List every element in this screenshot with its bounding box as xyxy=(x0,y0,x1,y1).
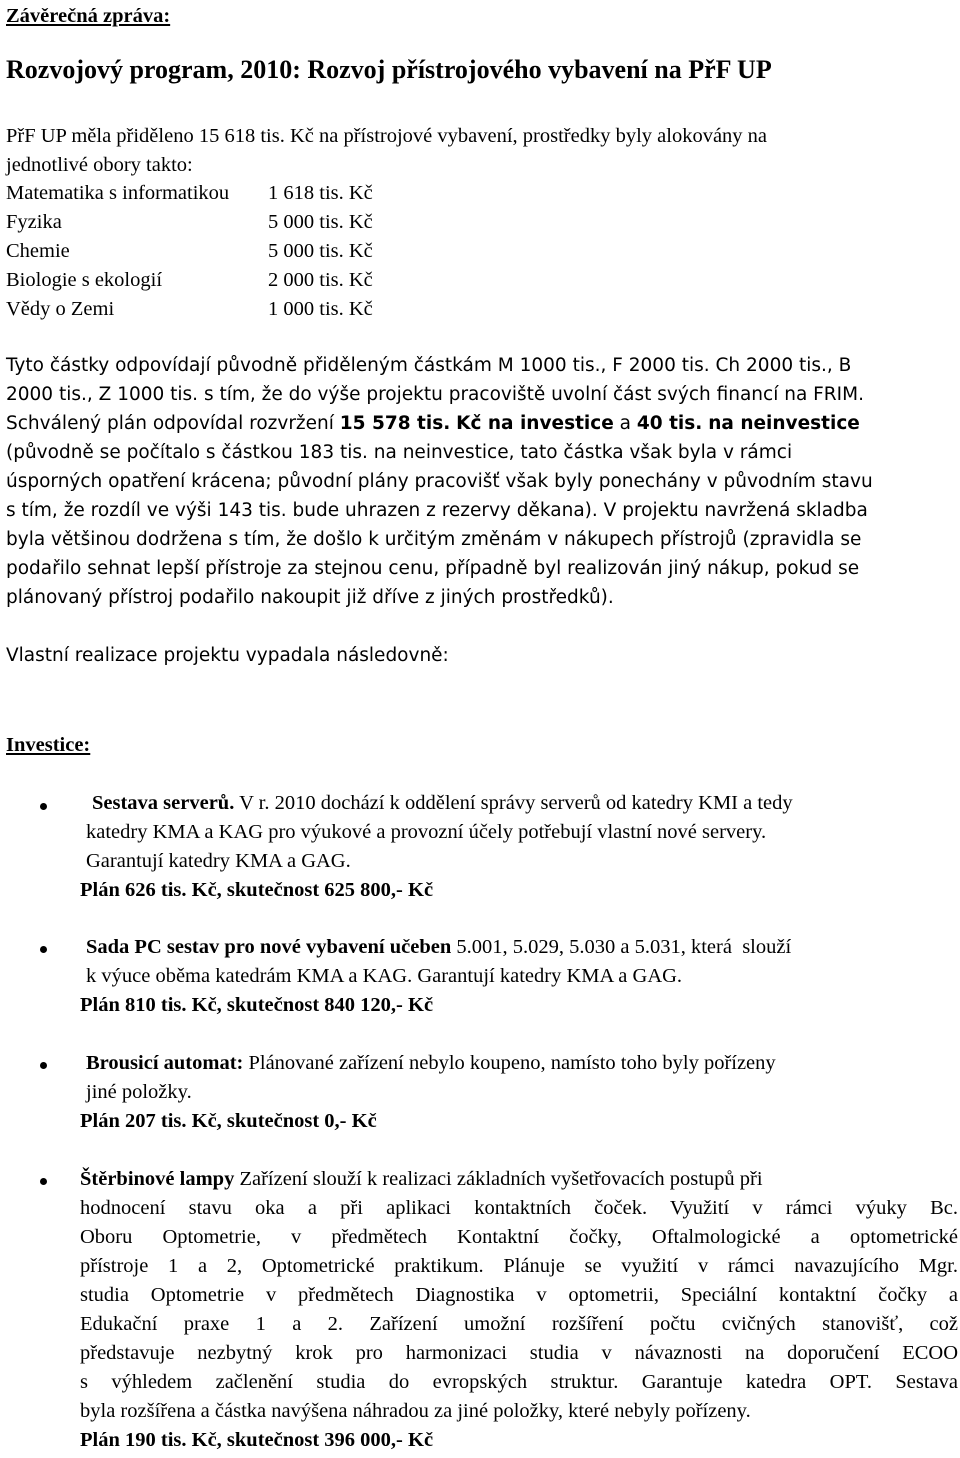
item-line: Sada PC sestav pro nové vybavení učeben 5.001, 5.029, 5.030 a 5.031, která slouží xyxy=(86,936,792,958)
para2-line: Schválený plán odpovídal rozvržení 15 578 tis. Kč na investice a 40 tis. na neinvestice xyxy=(6,413,860,434)
allocation-amount: 5 000 tis. Kč xyxy=(268,240,373,262)
item-line: katedry KMA a KAG pro výukové a provozní účely potřebují vlastní nové servery. xyxy=(86,821,767,843)
allocation-field: Matematika s informatikou xyxy=(6,182,230,204)
intro-line-1: PřF UP měla přiděleno 15 618 tis. Kč na přístrojové vybavení, prostředky byly alokovány na xyxy=(6,125,768,147)
item-line: jiné položky. xyxy=(86,1081,192,1103)
bullet-icon xyxy=(40,1178,47,1185)
page-title: Rozvojový program, 2010: Rozvoj přístrojového vybavení na PřF UP xyxy=(6,55,772,84)
bullet-icon xyxy=(40,803,47,810)
allocation-field: Chemie xyxy=(6,240,70,262)
para2-line: podařilo sehnat lepší přístroje za stejnou cenu, případně byl realizován jiný nákup, pokud se xyxy=(6,558,860,579)
para2-line: (původně se počítalo s částkou 183 tis. na neinvestice, tato částka však byla v rámci xyxy=(6,442,793,463)
para2-line: s tím, že rozdíl ve výši 143 tis. bude uhrazen z rezervy děkana). V projektu navržená skladba xyxy=(6,500,868,521)
allocation-field: Vědy o Zemi xyxy=(6,298,115,320)
item-line: Edukační praxe 1 a 2. Zařízení umožní rozšíření počtu cvičných stanovišť, což xyxy=(80,1313,958,1335)
investice-heading: Investice: xyxy=(6,734,91,756)
allocation-amount: 2 000 tis. Kč xyxy=(268,269,373,291)
bullet-icon xyxy=(40,1062,47,1069)
item-line: k výuce oběma katedrám KMA a KAG. Garantují katedry KMA a GAG. xyxy=(86,965,683,987)
report-heading: Závěrečná zpráva: xyxy=(6,5,171,27)
item-line: Oboru Optometrie, v předmětech Kontaktní čočky, Oftalmologické a optometrické xyxy=(80,1226,958,1248)
item-plan: Plán 626 tis. Kč, skutečnost 625 800,- Kč xyxy=(80,879,434,901)
allocation-amount: 1 000 tis. Kč xyxy=(268,298,373,320)
item-line: Brousicí automat: Plánované zařízení nebylo koupeno, namísto toho byly pořízeny xyxy=(86,1052,776,1074)
intro-line-2: jednotlivé obory takto: xyxy=(6,154,193,176)
para2-line: Tyto částky odpovídají původně přiděleným částkám M 1000 tis., F 2000 tis. Ch 2000 tis., B xyxy=(6,355,852,376)
realization-heading: Vlastní realizace projektu vypadala následovně: xyxy=(6,645,449,666)
para2-line: plánovaný přístroj podařilo nakoupit již dříve z jiných prostředků). xyxy=(6,587,614,608)
item-line: představuje nezbytný krok pro harmonizaci studia v návaznosti na doporučení ECOO xyxy=(80,1342,958,1364)
item-line: s výhledem začlenění studia do evropských struktur. Garantuje katedra OPT. Sestava xyxy=(80,1371,958,1393)
item-line: hodnocení stavu oka a při aplikaci kontaktních čoček. Využití v rámci výuky Bc. xyxy=(80,1197,958,1219)
allocation-field: Fyzika xyxy=(6,211,62,233)
item-line: přístroje 1 a 2, Optometrické praktikum. Plánuje se využití v rámci navazujícího Mgr. xyxy=(80,1255,958,1277)
bullet-icon xyxy=(40,946,47,953)
item-line: studia Optometrie v předmětech Diagnostika v optometrii, Speciální kontaktní čočky a xyxy=(80,1284,958,1306)
allocation-field: Biologie s ekologií xyxy=(6,269,163,291)
item-line: Garantují katedry KMA a GAG. xyxy=(86,850,351,872)
allocation-amount: 1 618 tis. Kč xyxy=(268,182,373,204)
para2-line: byla většinou dodržena s tím, že došlo k určitým změnám v nákupech přístrojů (zpravidla se xyxy=(6,529,862,550)
item-plan: Plán 190 tis. Kč, skutečnost 396 000,- Kč xyxy=(80,1429,434,1451)
item-line: Sestava serverů. V r. 2010 dochází k oddělení správy serverů od katedry KMI a tedy xyxy=(92,792,793,814)
item-plan: Plán 810 tis. Kč, skutečnost 840 120,- Kč xyxy=(80,994,434,1016)
allocation-amount: 5 000 tis. Kč xyxy=(268,211,373,233)
para2-line: 2000 tis., Z 1000 tis. s tím, že do výše projektu pracoviště uvolní část svých financí na FRIM. xyxy=(6,384,864,405)
item-line: Štěrbinové lampy Zařízení slouží k realizaci základních vyšetřovacích postupů při xyxy=(80,1168,763,1190)
item-line: byla rozšířena a částka navýšena náhradou za jiné položky, které nebyly pořízeny. xyxy=(80,1400,751,1422)
para2-line: úsporných opatření krácena; původní plány pracovišť však byly ponechány v původním stavu xyxy=(6,471,873,492)
item-plan: Plán 207 tis. Kč, skutečnost 0,- Kč xyxy=(80,1110,377,1132)
